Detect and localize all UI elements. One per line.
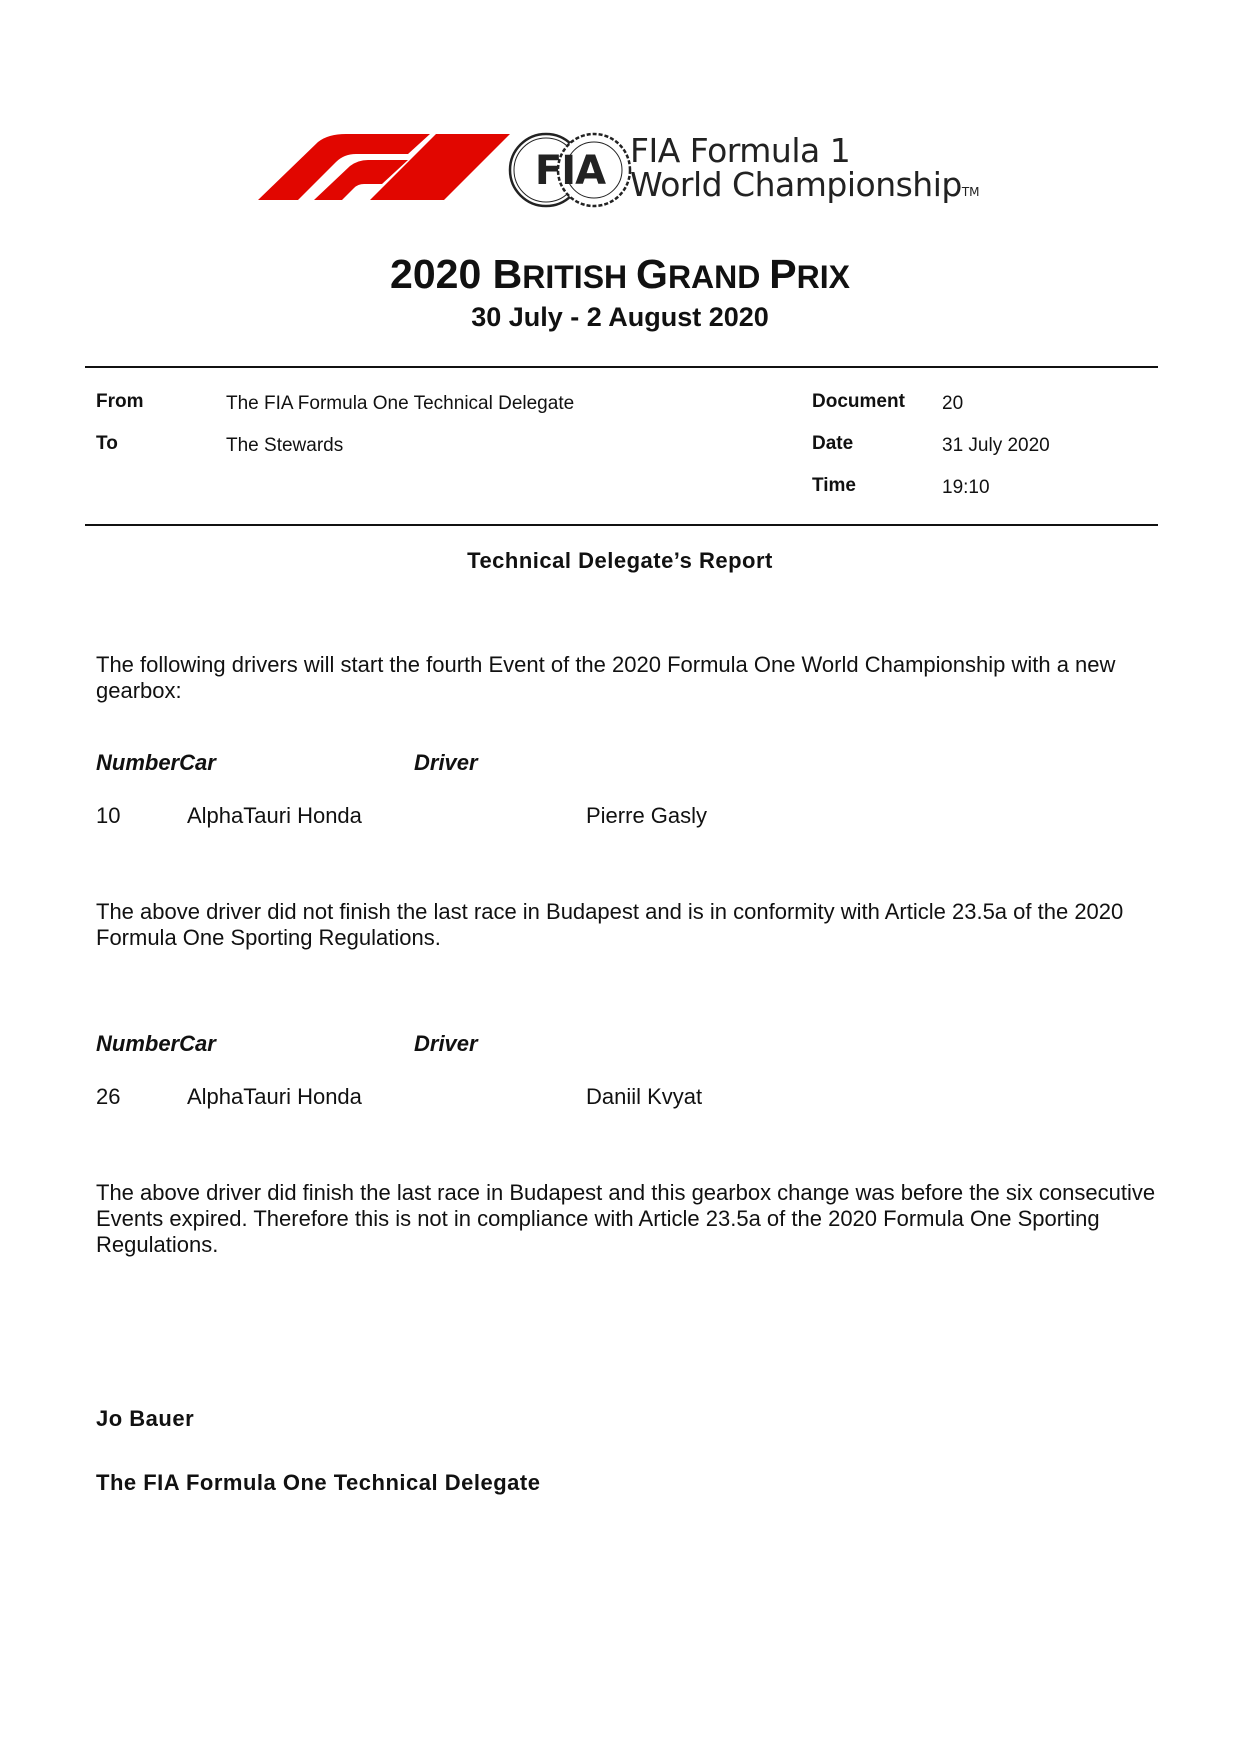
header-bottom-rule (85, 524, 1158, 526)
date-value: 31 July 2020 (942, 435, 1050, 456)
intro-paragraph: The following drivers will start the fourth Event of the 2020 Formula One World Championship with a new gearbox: (96, 652, 1116, 703)
entry-driver: Pierre Gasly (586, 803, 708, 828)
from-label: From (96, 391, 144, 412)
number-car-header: NumberCar (96, 750, 216, 775)
signature-name: Jo Bauer (96, 1406, 195, 1431)
trademark: TM (961, 185, 980, 199)
title-part: RAND (667, 259, 770, 295)
entry-car: AlphaTauri Honda (187, 803, 362, 828)
title-part: G (636, 251, 668, 297)
driver-header: Driver (414, 1031, 478, 1056)
entry-car: AlphaTauri Honda (187, 1084, 362, 1109)
entry-note: The above driver did not finish the last race in Budapest and is in conformity with Article 23.5a of the 2020 Formula One Sporting Regulations. (96, 899, 1124, 950)
header-top-rule (85, 366, 1158, 368)
event-title-block (0, 250, 1240, 333)
document-label: Document (812, 391, 905, 412)
document-value: 20 (942, 393, 964, 414)
from-value: The FIA Formula One Technical Delegate (226, 393, 575, 414)
entry-number: 26 (96, 1084, 121, 1109)
entry-number: 10 (96, 803, 121, 828)
signature-role: The FIA Formula One Technical Delegate (96, 1470, 541, 1495)
to-label: To (96, 433, 118, 454)
fia-badge-icon (510, 134, 630, 206)
entry-note: The above driver did finish the last race in Budapest and this gearbox change was before the six consecutive Events expired. Therefore this is not in compliance with Article 23.5a of the 2020 Formula One Sporting Regulations. (96, 1180, 1156, 1257)
date-label: Date (812, 433, 854, 454)
report-title: Technical Delegate’s Report (467, 548, 773, 573)
logo-line-2-text: World Championship (630, 165, 962, 204)
f1-logo-mark (258, 134, 510, 200)
entry-driver: Daniil Kvyat (586, 1084, 703, 1109)
event-dates: 30 July - 2 August 2020 (471, 302, 769, 332)
time-label: Time (812, 475, 857, 496)
event-title (0, 250, 1240, 301)
number-car-header: NumberCar (96, 1031, 216, 1056)
logo-line-2 (630, 165, 980, 209)
driver-header: Driver (414, 750, 478, 775)
title-part: RITISH (522, 259, 637, 295)
logo-wordmark (630, 131, 980, 209)
title-part: RIX (796, 259, 850, 295)
to-value: The Stewards (226, 435, 344, 456)
logo-line-1: FIA Formula 1 (630, 131, 851, 170)
title-part: B (492, 251, 523, 297)
title-part: P (769, 251, 797, 297)
time-value: 19:10 (942, 477, 990, 498)
title-year: 2020 (390, 251, 493, 297)
fia-badge-text: FIA (534, 148, 606, 194)
